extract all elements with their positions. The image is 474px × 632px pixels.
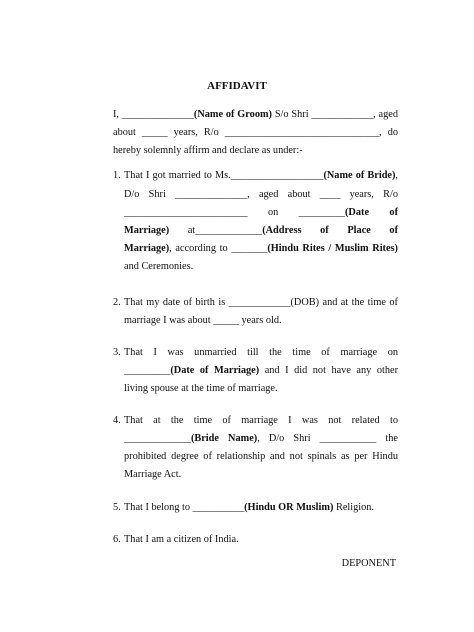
point-1-number: 1. (113, 170, 121, 181)
intro-line-1: I, ______________(Name of Groom) S/o Shri ____________, aged (113, 109, 398, 120)
point-3-line-1: That I was unmarried till the time of marriage on (124, 347, 398, 358)
point-1-line-5: Marriage), according to _______(Hindu Rites / Muslim Rites) (124, 243, 398, 254)
point-3-number: 3. (113, 347, 121, 358)
point-5-number: 5. (113, 502, 121, 513)
point-1-line-6: and Ceremonies. (124, 261, 194, 272)
point-1-line-4: Marriage) at_____________(Address of Place of (124, 225, 399, 236)
point-1-line-3: ________________________ on _________(Date of (124, 207, 398, 218)
point-4-line-3: prohibited degree of relationship and not spinals as per Hindu (124, 451, 398, 462)
document-title: AFFIDAVIT (207, 80, 267, 92)
point-3-line-2: _________(Date of Marriage) and I did not have any other (124, 365, 398, 376)
point-4-number: 4. (113, 415, 121, 426)
point-2-line-1: That my date of birth is ____________(DOB) and at the time of (124, 297, 398, 308)
intro-line-3: hereby solemnly affirm and declare as under:- (113, 145, 303, 156)
point-6-number: 6. (113, 534, 121, 545)
point-5-line-1: That I belong to __________(Hindu OR Muslim) Religion. (124, 502, 375, 513)
point-3-line-3: living spouse at the time of marriage. (124, 383, 278, 394)
point-1-line-1: That I got married to Ms.__________________(Name of Bride), (124, 170, 398, 181)
deponent-signature-label: DEPONENT (341, 558, 396, 569)
point-4-line-1: That at the time of marriage I was not related to (124, 415, 398, 426)
point-4-line-2: _____________(Bride Name), D/o Shri ___________ the (124, 433, 398, 444)
point-2-number: 2. (113, 297, 121, 308)
intro-line-2: about _____ years, R/o ______________________________, do (113, 127, 398, 138)
point-4-line-4: Marriage Act. (124, 469, 182, 480)
point-2-line-2: marriage I was about _____ years old. (124, 315, 282, 326)
point-1-line-2: D/o Shri ______________, aged about ____ years, R/o (124, 189, 398, 200)
point-6-line-1: That I am a citizen of India. (124, 534, 239, 545)
